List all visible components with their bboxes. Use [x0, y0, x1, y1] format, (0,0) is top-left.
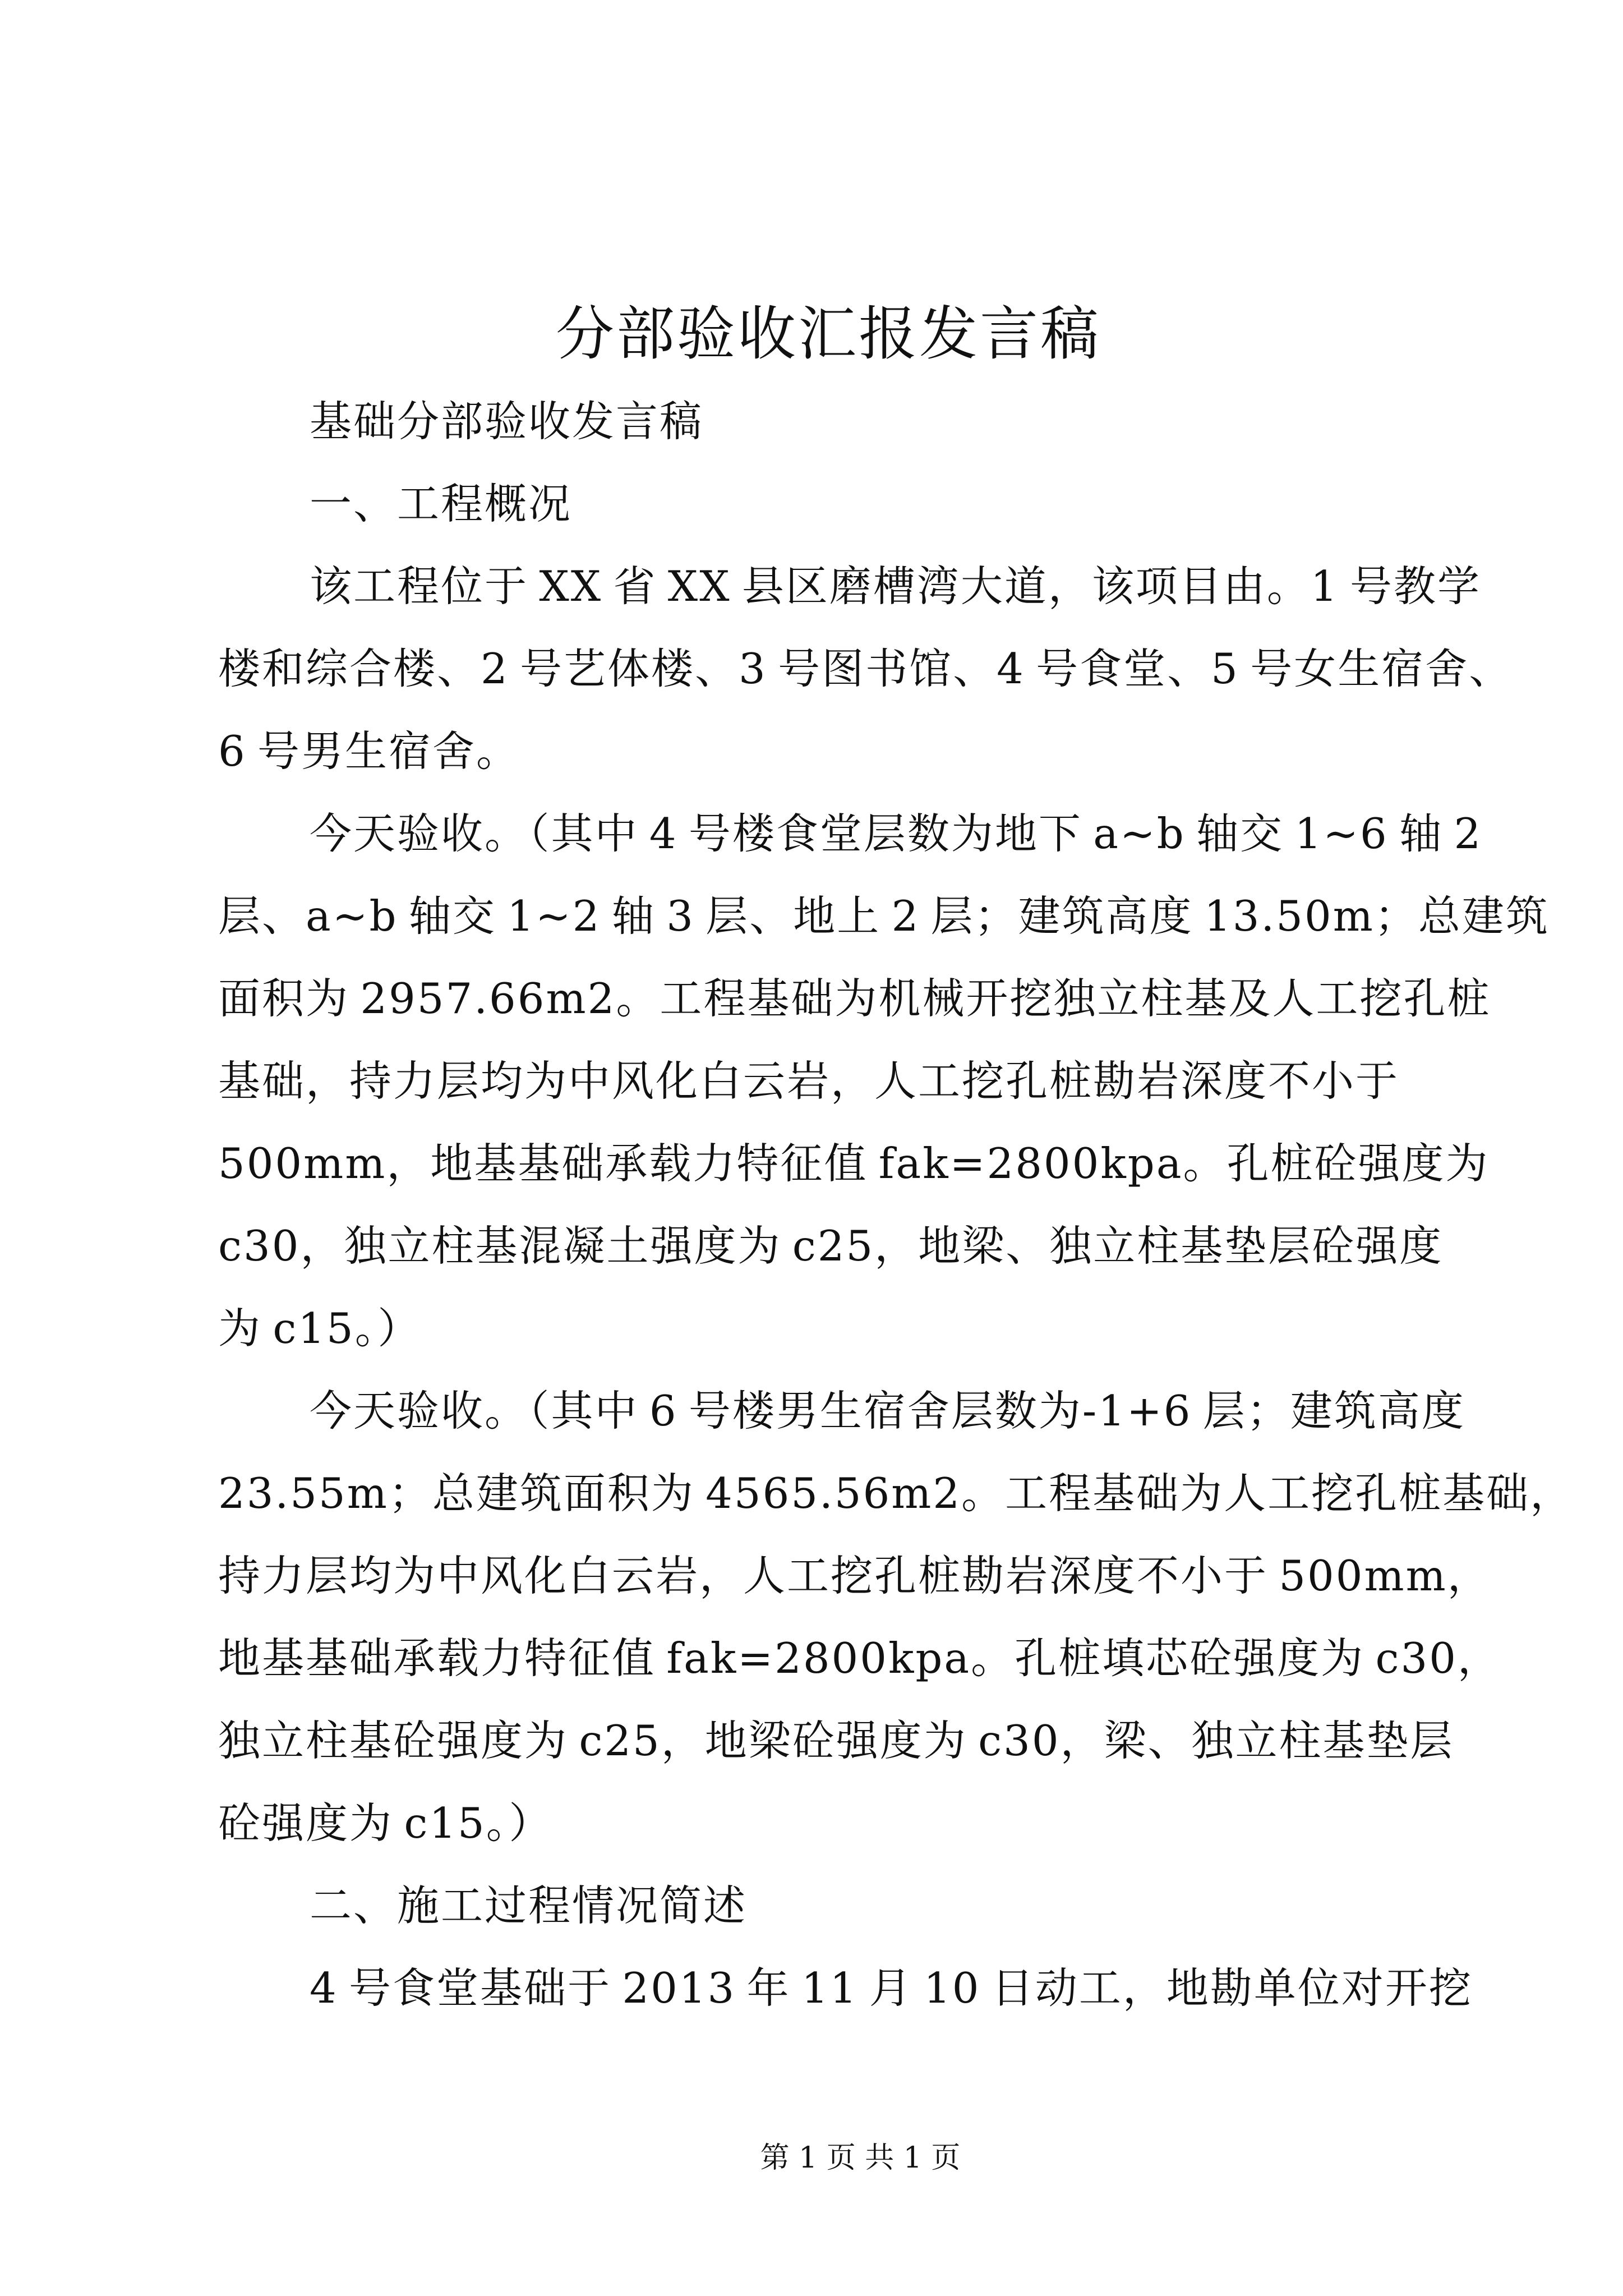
paragraph-line: 今天验收。（其中 4 号楼食堂层数为地下 a~b 轴交 1~6 轴 2 — [310, 809, 1483, 858]
paragraph-line: 为 c15。） — [218, 1304, 422, 1353]
paragraph-line: 独立柱基砼强度为 c25，地梁砼强度为 c30，梁、独立柱基垫层 — [218, 1716, 1454, 1765]
paragraph-line: 持力层均为中风化白云岩，人工挖孔桩勘岩深度不小于 500mm， — [218, 1551, 1491, 1600]
paragraph — [218, 463, 1603, 545]
paragraph-line: 面积为 2957.66m2。工程基础为机械开挖独立柱基及人工挖孔桩 — [218, 974, 1491, 1023]
paragraph-line: 地基基础承载力特征值 fak=2800kpa。孔桩填芯砼强度为 c30， — [218, 1634, 1501, 1683]
section-heading: 二、施工过程情况简述 — [310, 1881, 748, 1930]
paragraph-line: 6 号男生宿舍。 — [218, 726, 520, 776]
paragraph-line: 500mm，地基基础承载力特征值 fak=2800kpa。孔桩砼强度为 — [218, 1139, 1490, 1188]
page-footer: 第 1 页 共 1 页 — [760, 2141, 961, 2175]
paragraph — [218, 1865, 1603, 1947]
paragraph — [218, 1370, 1603, 1865]
paragraph-line: 砼强度为 c15。） — [218, 1798, 553, 1848]
document-body — [218, 380, 1603, 2030]
paragraph-line: 楼和综合楼、2 号艺体楼、3 号图书馆、4 号食堂、5 号女生宿舍、 — [218, 644, 1513, 693]
paragraph-line: 今天验收。（其中 6 号楼男生宿舍层数为-1+6 层；建筑高度 — [310, 1386, 1465, 1435]
paragraph-line: 基础，持力层均为中风化白云岩，人工挖孔桩勘岩深度不小于 — [218, 1056, 1400, 1106]
paragraph — [218, 1947, 1603, 2030]
paragraph — [218, 793, 1603, 1370]
section-heading: 一、工程概况 — [310, 479, 573, 528]
paragraph-line: 23.55m；总建筑面积为 4565.56m2。工程基础为人工挖孔桩基础， — [218, 1469, 1574, 1518]
paragraph-line: 4 号食堂基础于 2013 年 11 月 10 日动工，地勘单位对开挖 — [310, 1963, 1473, 2013]
paragraph — [218, 545, 1603, 793]
paragraph-line: 该工程位于 XX 省 XX 县区磨槽湾大道，该项目由。1 号教学 — [310, 562, 1481, 611]
paragraph — [218, 380, 1603, 463]
document-title: 分部验收汇报发言稿 — [555, 300, 1101, 368]
paragraph-line: c30，独立柱基混凝土强度为 c25，地梁、独立柱基垫层砼强度 — [218, 1221, 1444, 1271]
paragraph-line: 层、a~b 轴交 1~2 轴 3 层、地上 2 层；建筑高度 13.50m；总建筑 — [218, 891, 1550, 941]
document-subtitle: 基础分部验收发言稿 — [310, 397, 704, 446]
